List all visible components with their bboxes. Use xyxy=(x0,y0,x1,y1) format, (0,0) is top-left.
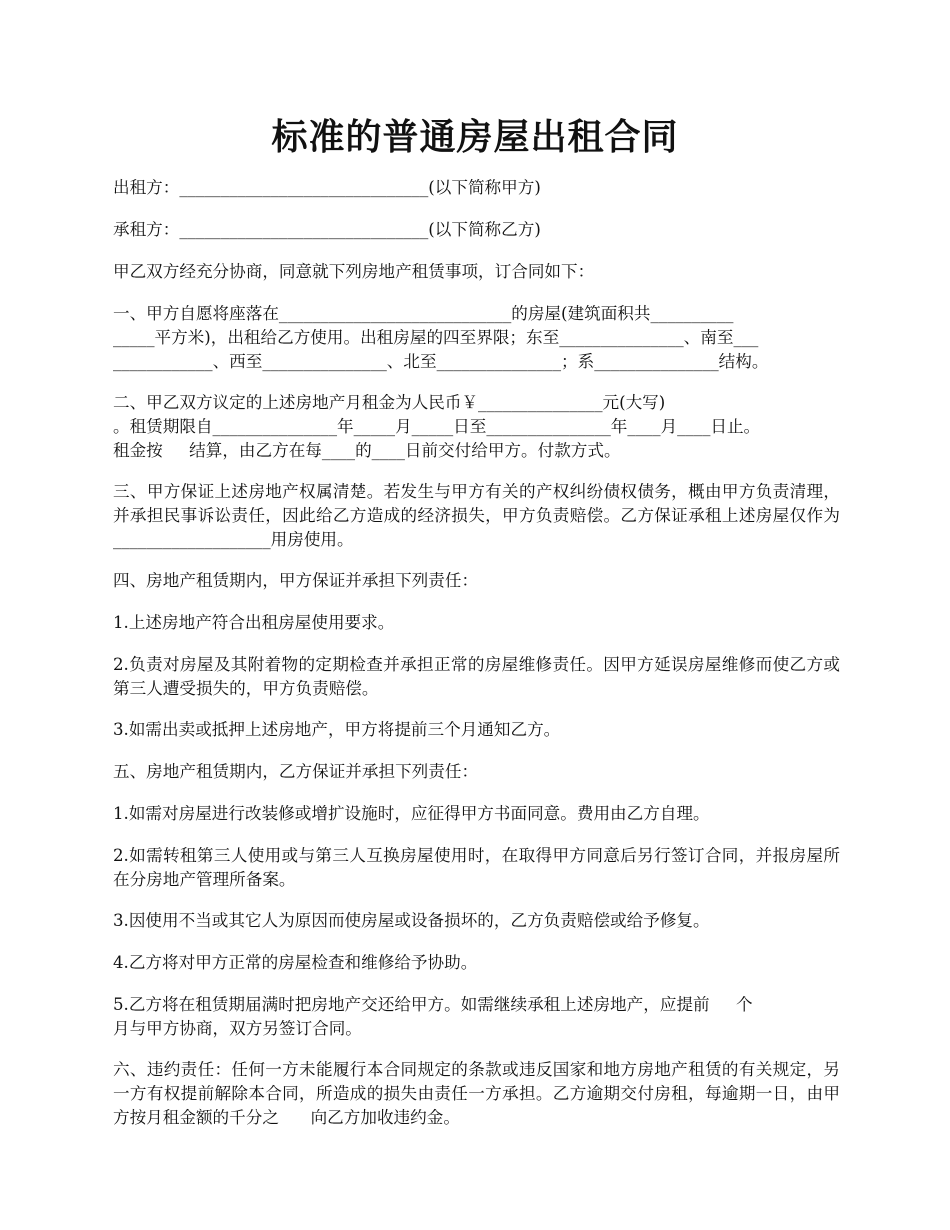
paragraph-lessor: 出租方：______________________________(以下简称甲方) xyxy=(113,178,541,197)
paragraph-clause-5-item-3: 3.因使用不当或其它人为原因而使房屋或设备损坏的，乙方负责赔偿或给予修复。 xyxy=(113,911,710,930)
document-title: 标准的普通房屋出租合同 xyxy=(271,116,679,158)
paragraph-clause-6: 六、违约责任：任何一方未能履行本合同规定的条款或违反国家和地方房地产租赁的有关规定，另一方有权提前解除本合同，所造成的损失由责任一方承担。乙方逾期交付房租，每逾期一日，由甲方按月租金额的千分之 向乙方加收违约金。 xyxy=(113,1060,840,1127)
paragraph-intro: 甲乙双方经充分协商，同意就下列房地产租赁事项，订合同如下： xyxy=(113,262,595,281)
paragraph-clause-4-item-3: 3.如需出卖或抵押上述房地产，甲方将提前三个月通知乙方。 xyxy=(113,720,561,739)
paragraph-clause-4-item-1: 1.上述房地产符合出租房屋使用要求。 xyxy=(113,613,395,632)
paragraph-clause-5-item-2: 2.如需转租第三人使用或与第三人互换房屋使用时，在取得甲方同意后另行签订合同，并报房屋所在分房地产管理所备案。 xyxy=(113,846,840,889)
paragraph-lessee: 承租方：______________________________(以下简称乙方) xyxy=(113,220,541,239)
paragraph-clause-5-item-5: 5.乙方将在租赁期届满时把房地产交还给甲方。如需继续承租上述房地产，应提前 个 月与甲方协商，双方另签订合同。 xyxy=(113,995,753,1038)
paragraph-clause-1: 一、甲方自愿将座落在____________________________的房屋(建筑面积共__________ _____平方米)，出租给乙方使用。出租房屋的四至界限；东至_______________、南至___ ____________、西至_______________、北至_______________；系_______________结构。 xyxy=(113,304,769,371)
paragraph-clause-4: 四、房地产租赁期内，甲方保证并承担下列责任： xyxy=(113,571,479,590)
paragraph-clause-5-item-4: 4.乙方将对甲方正常的房屋检查和维修给予协助。 xyxy=(113,953,478,972)
paragraph-clause-4-item-2: 2.负责对房屋及其附着物的定期检查并承担正常的房屋维修责任。因甲方延误房屋维修而使乙方或第三人遭受损失的，甲方负责赔偿。 xyxy=(113,655,840,698)
paragraph-clause-3: 三、甲方保证上述房地产权属清楚。若发生与甲方有关的产权纠纷债权债务，概由甲方负责清理，并承担民事诉讼责任，因此给乙方造成的经济损失，甲方负责赔偿。乙方保证承租上述房屋仅作为___________________用房使用。 xyxy=(113,482,840,549)
paragraph-clause-5-item-1: 1.如需对房屋进行改装修或增扩设施时，应征得甲方书面同意。费用由乙方自理。 xyxy=(113,804,710,823)
paragraph-clause-2: 二、甲乙双方议定的上述房地产月租金为人民币￥_______________元(大写) 。租赁期限自_______________年_____月_____日至_______________年____月____日止。 租金按 结算，由乙方在每____的____日前交付给甲方。付款方式。 xyxy=(113,393,761,460)
document-body xyxy=(113,176,840,1147)
paragraph-clause-5: 五、房地产租赁期内，乙方保证并承担下列责任： xyxy=(113,762,479,781)
